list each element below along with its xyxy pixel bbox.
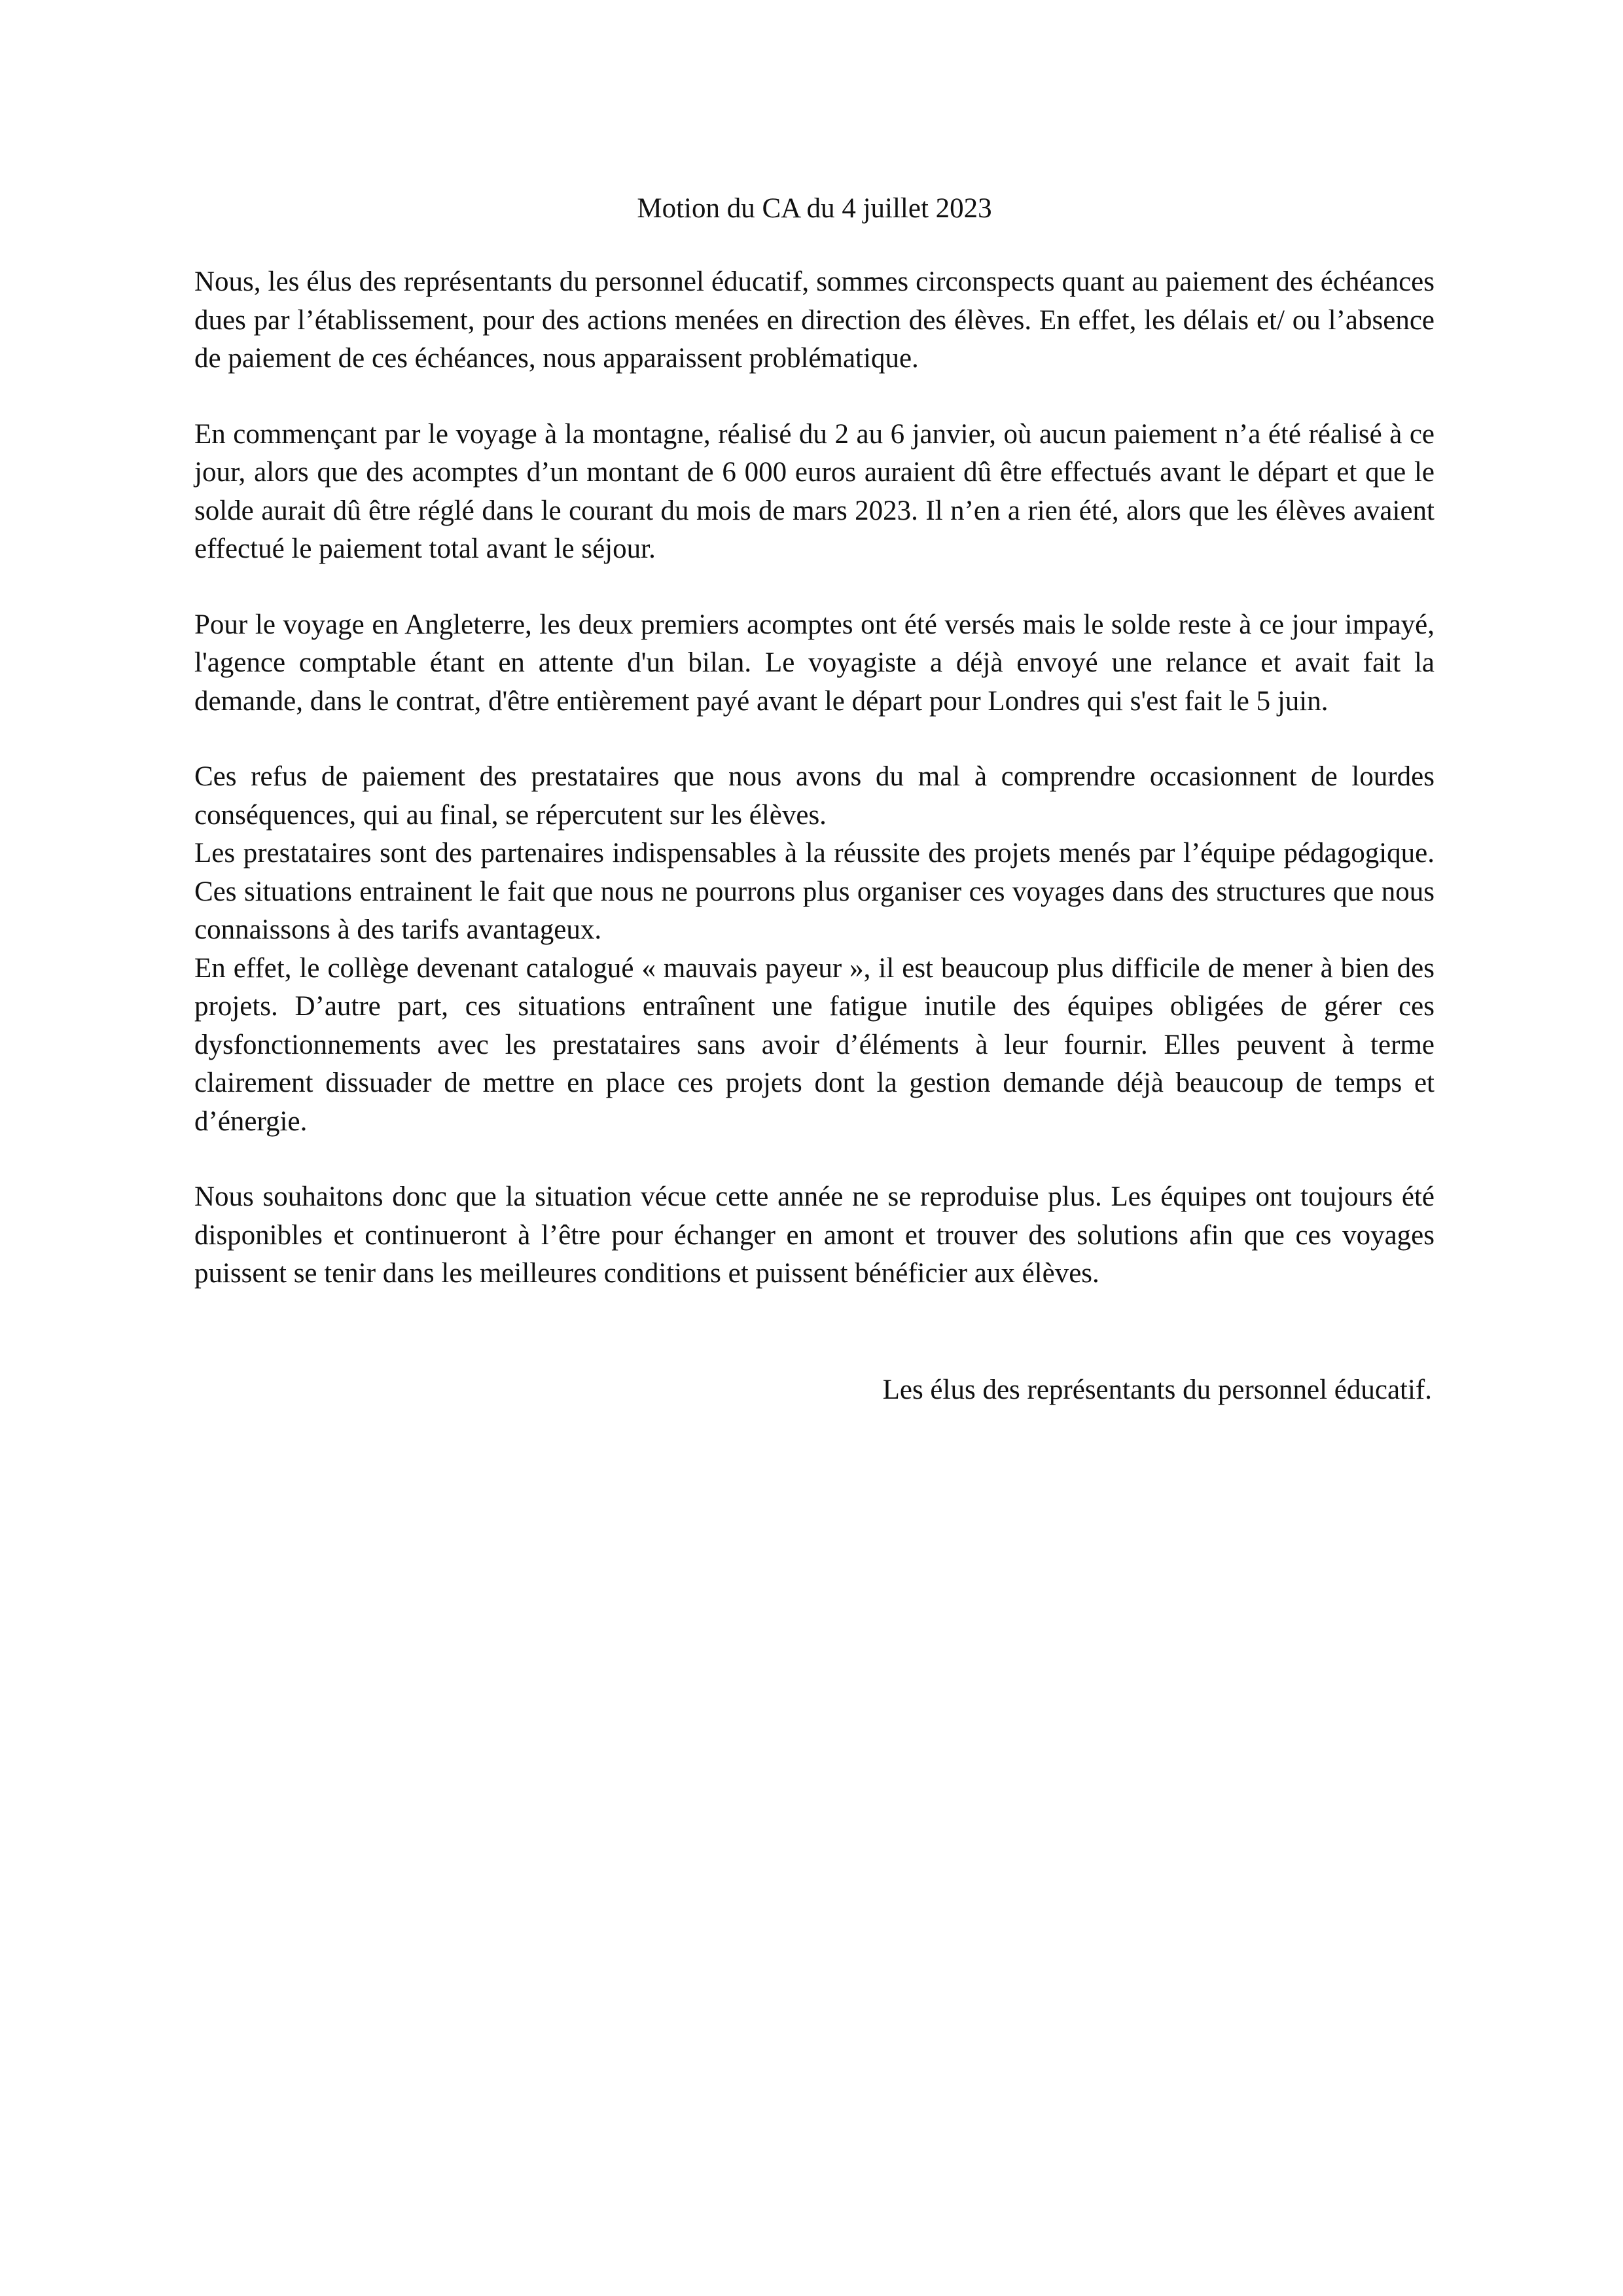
paragraph-mountain-trip: En commençant par le voyage à la montagne, réalisé du 2 au 6 janvier, où aucun paiement n’a été réalisé à ce jour, alors que des acomptes d’un montant de 6 000 euros auraient dû être effectués avant le départ et que le solde aurait dû être réglé dans le courant du mois de mars 2023. Il n’en a rien été, alors que les élèves avaient effectué le paiement total avant le séjour. (194, 418, 1435, 564)
document-title: Motion du CA du 4 juillet 2023 (637, 193, 992, 224)
signature-line: Les élus des représentants du personnel éducatif. (882, 1374, 1432, 1405)
paragraph-consequences: Ces refus de paiement des prestataires que nous avons du mal à comprendre occasionnent de lourdes conséquences, qui au final, se répercutent sur les élèves. (194, 761, 1435, 831)
paragraph-england-trip: Pour le voyage en Angleterre, les deux premiers acomptes ont été versés mais le solde reste à ce jour impayé, l'agence comptable étant en attente d'un bilan. Le voyagiste a déjà envoyé une relance et avait fait la demande, dans le contrat, d'être entièrement payé avant le départ pour Londres qui s'est fait le 5 juin. (194, 609, 1435, 717)
paragraph-partners: Les prestataires sont des partenaires indispensables à la réussite des projets menés par l’équipe pédagogique. Ces situations entrainent le fait que nous ne pourrons plus organiser ces voyages dans des structures que nous connaissons à des tarifs avantageux. (194, 838, 1435, 945)
paragraph-conclusion: Nous souhaitons donc que la situation vécue cette année ne se reproduise plus. Les équipes ont toujours été disponibles et continueront à l’être pour échanger en amont et trouver des solutions afin que ces voyages puissent se tenir dans les meilleures conditions et puissent bénéficier aux élèves. (194, 1181, 1435, 1289)
paragraph-bad-payer: En effet, le collège devenant catalogué « mauvais payeur », il est beaucoup plus difficile de mener à bien des projets. D’autre part, ces situations entraînent une fatigue inutile des équipes obligées de gérer ces dysfonctionnements avec les prestataires sans avoir d’éléments à leur fournir. Elles peuvent à terme clairement dissuader de mettre en place ces projets dont la gestion demande déjà beaucoup de temps et d’énergie. (194, 952, 1435, 1137)
paragraph-intro: Nous, les élus des représentants du personnel éducatif, sommes circonspects quant au paiement des échéances dues par l’établissement, pour des actions menées en direction des élèves. En effet, les délais et/ ou l’absence de paiement de ces échéances, nous apparaissent problématique. (194, 266, 1435, 374)
document-body (194, 190, 1435, 1409)
